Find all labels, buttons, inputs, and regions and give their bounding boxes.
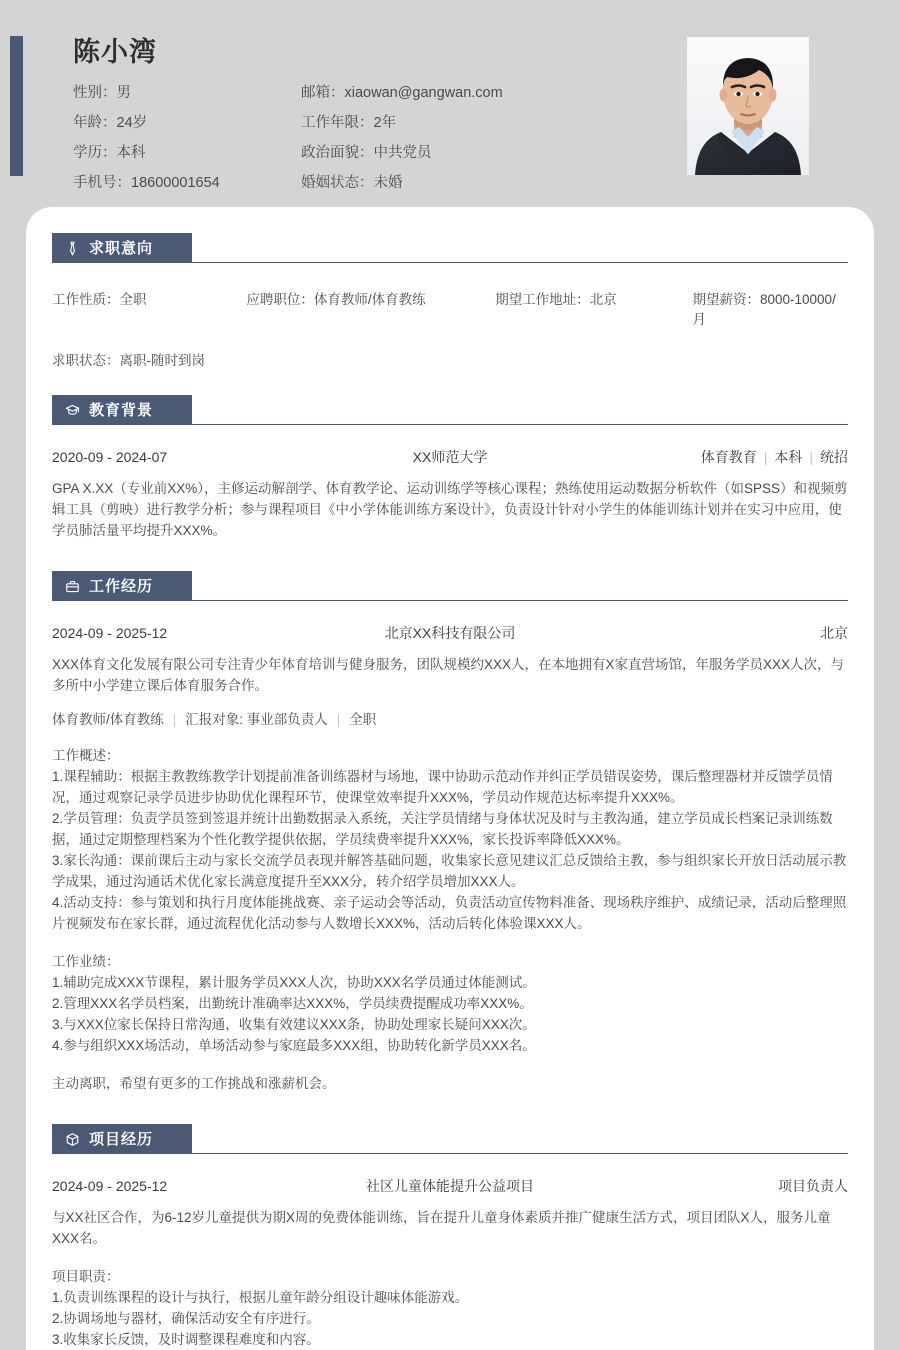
info-political-label: 政治面貌： [301, 145, 374, 161]
info-education-value: 本科 [116, 145, 146, 161]
section-tab-education [52, 395, 192, 425]
intent-field-nature [52, 288, 246, 308]
intent-field-salary-value: 8000-10000/月 [692, 292, 836, 327]
project-role: 项目负责人 [778, 1178, 848, 1194]
section-work-experience [52, 571, 848, 1124]
section-header-education [52, 395, 848, 425]
section-rule-work-experience [192, 600, 848, 601]
info-phone-value: 18600001654 [131, 175, 220, 191]
info-education [73, 143, 301, 163]
project-duties-title: 项目职责： [52, 1269, 120, 1284]
project-duty-item: 1.负责训练课程的设计与执行，根据儿童年龄分组设计趣味体能游戏。 [52, 1290, 469, 1305]
candidate-name: 陈小湾 [73, 37, 157, 67]
section-job-intention [52, 207, 848, 369]
work-tag-report-to: 汇报对象: 事业部负责人 [185, 712, 328, 727]
intent-field-status-label: 求职状态： [52, 353, 120, 368]
education-major: 体育教育 [700, 449, 757, 465]
header-accent-bar [10, 36, 23, 176]
info-gender-value: 男 [116, 85, 131, 101]
education-description [52, 478, 848, 541]
work-date: 2024-09 - 2025-12 [52, 625, 168, 641]
info-marital-label: 婚姻状态： [301, 175, 374, 191]
work-achievement-item: 3.与XXX位家长保持日常沟通，收集有效建议XXX条，协助处理家长疑问XXX次。 [52, 1017, 536, 1032]
info-marital [301, 173, 900, 193]
work-tag-type: 全职 [349, 712, 377, 727]
section-rule-job-intention [192, 262, 848, 263]
section-rule-project-experience [192, 1153, 848, 1154]
candidate-photo [687, 37, 809, 175]
intent-field-position [246, 288, 495, 308]
work-entry-header [52, 623, 848, 643]
work-company: 北京XX科技有限公司 [384, 625, 516, 641]
info-email [301, 83, 900, 103]
education-school: XX师范大学 [412, 449, 488, 465]
info-political-value: 中共党员 [373, 145, 432, 161]
work-achievement-item: 1.辅助完成XXX节课程，累计服务学员XXX人次，协助XXX名学员通过体能测试。 [52, 975, 536, 990]
project-name: 社区儿童体能提升公益项目 [366, 1178, 534, 1194]
tag-separator: | [336, 712, 341, 727]
info-gender [73, 83, 301, 103]
project-duty-item: 2.协调场地与器材，确保活动安全有序进行。 [52, 1311, 320, 1326]
intent-field-status [52, 349, 848, 369]
education-degree: 本科 [774, 449, 803, 465]
info-age-label: 年龄： [73, 115, 117, 131]
resume-header [0, 0, 900, 207]
work-leave-reason-text: 主动离职，希望有更多的工作挑战和涨薪机会。 [52, 1076, 336, 1091]
intent-field-location [495, 288, 692, 308]
work-duty-item: 1.课程辅助：根据主教教练教学计划提前准备训练器材与场地，课中协助示范动作并纠正学员错误姿势，课后整理器材并反馈学员情况，通过观察记录学员进步协助优化课程环节，使课堂效率提升XXX%，学员动作规范达标率提升XXX%。 [52, 769, 833, 805]
info-age [73, 113, 301, 133]
education-meta [548, 447, 848, 467]
work-tag-position: 体育教师/体育教练 [52, 712, 164, 727]
project-description-text: 与XX社区合作，为6-12岁儿童提供为期X周的免费体能训练，旨在提升儿童身体素质并推广健康生活方式，项目团队X人，服务儿童XXX名。 [52, 1210, 831, 1246]
intent-field-nature-value: 全职 [119, 292, 147, 307]
info-email-label: 邮箱： [301, 85, 345, 101]
info-work-years-value: 2年 [373, 115, 397, 131]
graduation-cap-icon [65, 403, 80, 418]
meta-separator: | [763, 449, 768, 465]
project-entry-header [52, 1176, 848, 1196]
work-duty-item: 2.学员管理：负责学员签到签退并统计出勤数据录入系统，关注学员情绪与身体状况及时与主教沟通，建立学员成长档案记录训练数据，通过定期整理档案为个性化教学提供依据，学员续费率提升XXX%，家长投诉率降低XXX%。 [52, 811, 833, 847]
section-title-work-experience: 工作经历 [89, 577, 154, 595]
work-company-intro [52, 654, 848, 696]
info-phone-label: 手机号： [73, 175, 131, 191]
info-email-value: xiaowan@gangwan.com [344, 85, 503, 101]
project-duties-block [52, 1266, 848, 1350]
info-phone [73, 173, 301, 193]
education-admission: 统招 [820, 449, 848, 465]
section-tab-project-experience [52, 1124, 192, 1154]
section-header-job-intention [52, 233, 848, 263]
section-title-job-intention: 求职意向 [89, 239, 154, 257]
work-duties-block [52, 745, 848, 934]
project-date: 2024-09 - 2025-12 [52, 1178, 168, 1194]
work-achievements-block [52, 951, 848, 1056]
meta-separator: | [809, 449, 813, 465]
section-rule-education [192, 424, 848, 425]
project-description [52, 1207, 848, 1249]
work-achievement-item: 2.管理XXX名学员档案，出勤统计准确率达XXX%，学员续费提醒成功率XXX%。 [52, 996, 533, 1011]
education-description-text: GPA X.XX（专业前XX%），主修运动解剖学、体育教学论、运动训练学等核心课程；熟练使用运动数据分析软件（如SPSS）和视频剪辑工具（剪映）进行教学分析；参与课程项目《中小学体能训练方案设计》，负责设计针对小学生的体能训练计划并在实习中应用，使学员肺活量平均提升XXX%。 [52, 481, 848, 538]
work-duty-item: 3.家长沟通：课前课后主动与家长交流学员表现并解答基础问题，收集家长意见建议汇总反馈给主教，参与组织家长开放日活动展示教学成果，通过沟通话术优化家长满意度提升至XXX分，转介绍学员增加XXX人。 [52, 853, 847, 889]
info-work-years-label: 工作年限： [301, 115, 374, 131]
work-location: 北京 [820, 625, 848, 641]
info-age-value: 24岁 [116, 115, 148, 131]
intent-field-location-value: 北京 [589, 292, 617, 307]
intent-field-location-label: 期望工作地址： [495, 292, 590, 307]
work-duties-title: 工作概述： [52, 748, 120, 763]
work-duty-item: 4.活动支持：参与策划和执行月度体能挑战赛、亲子运动会等活动，负责活动宣传物料准备、现场秩序维护、成绩记录，活动后整理照片视频发布在家长群，通过流程优化活动参与人数增长XXX%，活动后转化体验课XXX人。 [52, 895, 847, 931]
info-political [301, 143, 900, 163]
intent-field-position-value: 体育教师/体育教练 [313, 292, 426, 307]
project-duty-item: 3.收集家长反馈，及时调整课程难度和内容。 [52, 1332, 320, 1347]
tag-separator: | [172, 712, 177, 727]
work-company-intro-text: XXX体育文化发展有限公司专注青少年体育培训与健身服务，团队规模约XXX人，在本地拥有X家直营场馆，年服务学员XXX人次，与多所中小学建立课后体育服务合作。 [52, 657, 845, 693]
intent-field-status-value: 离职-随时到岗 [119, 353, 205, 368]
intent-field-salary-label: 期望薪资： [692, 292, 760, 307]
work-achievements-title: 工作业绩： [52, 954, 120, 969]
intent-field-nature-label: 工作性质： [52, 292, 120, 307]
education-entry-header [52, 447, 848, 467]
briefcase-icon [65, 579, 80, 594]
info-work-years [301, 113, 900, 133]
resume-card [26, 207, 874, 1350]
info-gender-label: 性别： [73, 85, 117, 101]
section-project-experience [52, 1124, 848, 1350]
work-achievement-item: 4.参与组织XXX场活动，单场活动参与家庭最多XXX组，协助转化新学员XXX名。 [52, 1038, 536, 1053]
intent-field-salary [693, 288, 849, 328]
section-education [52, 395, 848, 571]
intent-field-position-label: 应聘职位： [246, 292, 314, 307]
section-tab-work-experience [52, 571, 192, 601]
cube-icon [65, 1132, 80, 1147]
info-marital-value: 未婚 [373, 175, 403, 191]
education-date: 2020-09 - 2024-07 [52, 449, 168, 465]
job-intention-fields [52, 288, 848, 328]
work-leave-reason [52, 1073, 848, 1094]
work-tags [52, 708, 848, 728]
section-header-work-experience [52, 571, 848, 601]
section-header-project-experience [52, 1124, 848, 1154]
tie-icon [65, 241, 80, 256]
section-tab-job-intention [52, 233, 192, 263]
info-education-label: 学历： [73, 145, 117, 161]
section-title-project-experience: 项目经历 [89, 1130, 154, 1148]
section-title-education: 教育背景 [89, 401, 154, 419]
